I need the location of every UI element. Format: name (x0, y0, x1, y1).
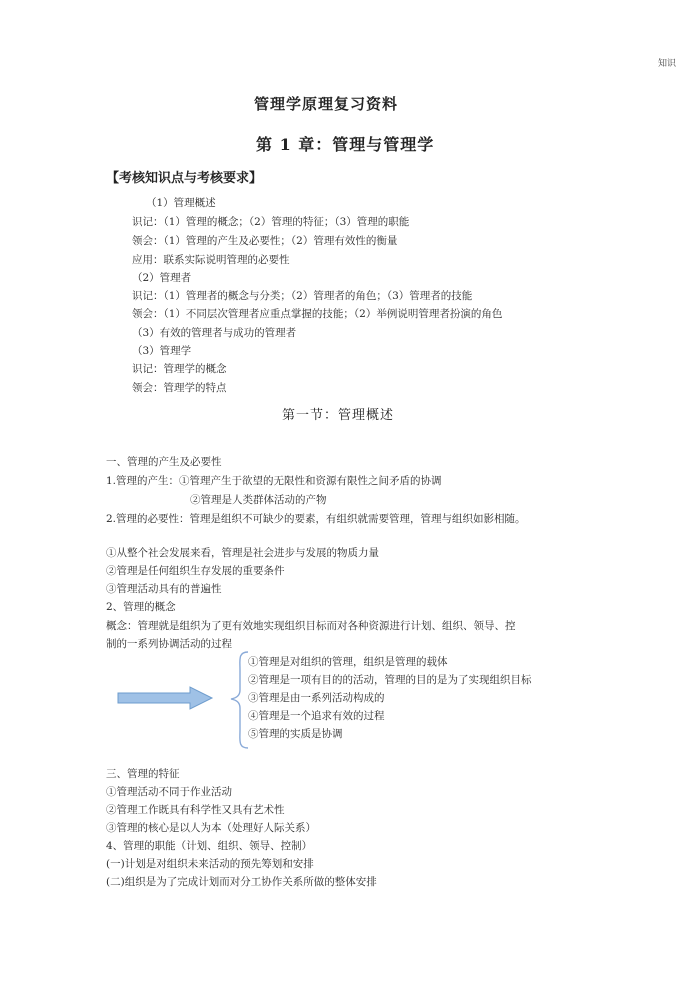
concept-point: ②管理是一项有目的的活动，管理的目的是为了实现组织目标 (248, 674, 532, 686)
body-line: 2.管理的必要性：管理是组织不可缺少的要素，有组织就需要管理，管理与组织如影相随。 (106, 513, 526, 525)
req-line: 应用：联系实际说明管理的必要性 (132, 254, 290, 266)
concept-point: ③管理是由一系列活动构成的 (248, 692, 385, 704)
chapter-title: 第 1 章：管理与管理学 (256, 135, 435, 154)
body-line: 4、管理的职能（计划、组织、领导、控制） (106, 840, 313, 852)
body-line: 一、管理的产生及必要性 (106, 456, 222, 468)
requirements-heading: 【考核知识点与考核要求】 (106, 171, 263, 186)
body-line: (二)组织是为了完成计划而对分工协作关系所做的整体安排 (106, 876, 377, 888)
req-line: （3）有效的管理者与成功的管理者 (132, 327, 297, 339)
req-line: （3）管理学 (132, 345, 192, 357)
req-line: （2）管理者 (132, 272, 192, 284)
body-line: ②管理是人类群体活动的产物 (190, 494, 327, 506)
req-line: 识记：（1）管理者的概念与分类；（2）管理者的角色；（3）管理者的技能 (132, 290, 473, 302)
body-line: (一)计划是对组织未来活动的预先筹划和安排 (106, 858, 314, 870)
body-line: ②管理工作既具有科学性又具有艺术性 (106, 804, 285, 816)
body-line: 概念：管理就是组织为了更有效地实现组织目标而对各种资源进行计划、组织、领导、控 (106, 620, 516, 632)
right-arrow-icon (116, 686, 216, 710)
concept-point: ④管理是一个追求有效的过程 (248, 710, 385, 722)
body-line: ①从整个社会发展来看，管理是社会进步与发展的物质力量 (106, 547, 379, 559)
document-title: 管理学原理复习资料 (254, 95, 399, 113)
concept-point: ①管理是对组织的管理，组织是管理的载体 (248, 656, 448, 668)
concept-point: ⑤管理的实质是协调 (248, 728, 343, 740)
req-line: 领会：（1）管理的产生及必要性；（2）管理有效性的衡量 (132, 235, 398, 247)
body-line: 2、管理的概念 (106, 601, 176, 613)
body-line: ①管理活动不同于作业活动 (106, 786, 232, 798)
body-line: ②管理是任何组织生存发展的重要条件 (106, 565, 285, 577)
section-title: 第一节：管理概述 (282, 408, 395, 423)
req-line: 识记：（1）管理的概念；（2）管理的特征；（3）管理的职能 (132, 216, 410, 228)
body-line: 三、管理的特征 (106, 768, 180, 780)
page-corner-label: 知识 (658, 59, 677, 69)
body-line: 1.管理的产生：①管理产生于欲望的无限性和资源有限性之间矛盾的协调 (106, 475, 442, 487)
body-line: ③管理活动具有的普遍性 (106, 583, 222, 595)
body-line: 制的一系列协调活动的过程 (106, 638, 232, 650)
req-line: 领会：（1）不同层次管理者应重点掌握的技能；（2）举例说明管理者扮演的角色 (132, 308, 503, 320)
req-line: （1）管理概述 (146, 197, 216, 209)
req-line: 领会：管理学的特点 (132, 382, 227, 394)
body-line: ③管理的核心是以人为本（处理好人际关系） (106, 822, 316, 834)
req-line: 识记：管理学的概念 (132, 363, 227, 375)
